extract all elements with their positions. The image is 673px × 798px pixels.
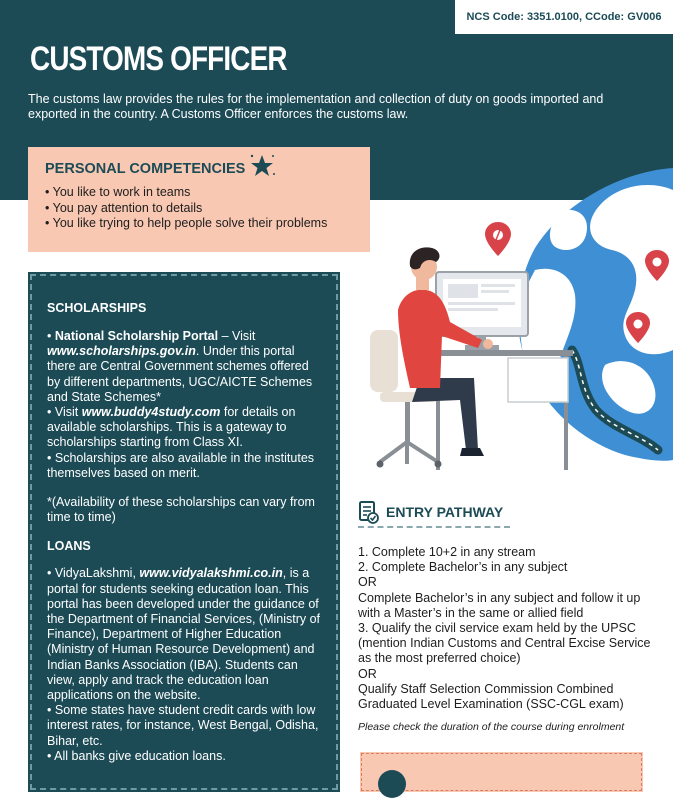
institutes-text: Scholarships are also available in the institutes themselves based on merit. — [47, 450, 315, 480]
nsp-post: . Under this portal there are Central Government schemes offered by different departments, UGC/AICTE Schemes and State Schemes* — [47, 344, 313, 404]
enrolment-note: Please check the duration of the course during enrolment — [358, 721, 625, 734]
loan-states: • Some states have student credit cards with low interest rates, for instance, West Bengal, Odisha, Bihar, etc. — [47, 703, 319, 748]
list-item: • You like trying to help people solve their problems — [45, 216, 354, 232]
globe-graphic — [518, 168, 673, 461]
pathway-line: Qualify Staff Selection Commission Combined Graduated Level Examination (SSC-CGL exam) — [358, 681, 624, 712]
nsp-pre: – Visit — [218, 329, 256, 343]
competencies-heading — [45, 161, 354, 177]
section-icon — [378, 770, 406, 798]
vl-pre: VidyaLakshmi, — [54, 566, 140, 581]
page-title: CUSTOMS OFFICER — [30, 40, 287, 78]
pathway-line: OR — [358, 575, 377, 590]
pathway-line: Complete Bachelor’s in any subject and follow it up with a Master’s in the same or allied field — [358, 590, 641, 620]
loan-vidyalakshmi: • VidyaLakshmi, www.vidyalakshmi.co.in, is a portal for students seeking education loan. This portal has been developed under the guidance of the Department of Financial Services, (Ministry of Finance), Department of Higher Education (Ministry of Human Resource Development) and Indian Banks Association (IBA). Students can view, apply and track the education loan applications on the website. — [47, 566, 321, 703]
scholarship-b4s: • Visit www.buddy4study.com for details on available scholarships. This is a gateway to scholarships starting from Class XI. — [47, 405, 296, 450]
nsp-label: National Scholarship Portal — [54, 329, 219, 343]
list-item: • You like to work in teams — [45, 185, 354, 201]
pathway-line: 1. Complete 10+2 in any stream — [358, 545, 536, 559]
scholarship-institutes: • Scholarships are also available in the institutes themselves based on merit. — [47, 450, 315, 480]
pathway-line: OR — [358, 666, 377, 681]
entry-pathway-title: ENTRY PATHWAY — [386, 504, 504, 520]
entry-pathway-steps — [358, 545, 658, 712]
competencies-title: PERSONAL COMPETENCIES — [45, 161, 246, 177]
desk-graphic — [420, 350, 573, 470]
entry-pathway-heading — [358, 500, 658, 524]
b4s-link[interactable]: www.buddy4study.com — [81, 405, 221, 420]
nsp-link[interactable]: www.scholarships.gov.in — [47, 344, 196, 359]
competencies-box — [28, 147, 370, 252]
map-pin-icon — [485, 222, 511, 256]
document-check-icon — [358, 500, 380, 524]
next-section-box — [360, 752, 643, 792]
loans-heading: LOANS — [47, 539, 91, 554]
competencies-list — [45, 185, 354, 232]
b4s-post: for details on available scholarships. This is a gateway to scholarships starting from Class XI. — [47, 405, 296, 450]
officer-illustration — [350, 150, 673, 480]
vl-link[interactable]: www.vidyalakshmi.co.in — [139, 566, 283, 581]
vl-post: , is a portal for students seeking education loan. This portal has been developed under the guidance of the Department of Financial Services, (Ministry of Finance), Department of Higher Education (Ministry of Human Resource Development) and Indian Banks Association (IBA). Students can view, apply and track the education loan applications on the website. — [47, 566, 321, 703]
loan-banks: • All banks give education loans. — [47, 748, 226, 763]
banks-text: All banks give education loans. — [54, 748, 226, 763]
states-text: Some states have student credit cards with low interest rates, for instance, West Bengal, Odisha, Bihar, etc. — [47, 703, 319, 748]
scholarship-nsp: • National Scholarship Portal – Visit www.scholarships.gov.in. Under this portal there are Central Government schemes offered by different departments, UGC/AICTE Schemes and State Schemes* — [47, 329, 313, 404]
ncs-code: NCS Code: 3351.0100, CCode: GV006 — [455, 0, 673, 34]
list-item: • You pay attention to details — [45, 201, 354, 217]
intro-text: The customs law provides the rules for the implementation and collection of duty on goods imported and exported in the country. A Customs Officer enforces the customs law. — [28, 92, 604, 121]
scholarship-footnote: *(Availability of these scholarships can vary from time to time) — [47, 495, 315, 525]
divider — [358, 526, 510, 528]
star-icon — [249, 153, 275, 177]
pathway-line: 3. Qualify the civil service exam held by the UPSC (mention Indian Customs and Central Excise Service as the most preferred choice) — [358, 621, 651, 666]
entry-pathway-section — [358, 500, 658, 733]
pathway-line: 2. Complete Bachelor’s in any subject — [358, 560, 568, 575]
b4s-pre: Visit — [54, 405, 82, 420]
scholarships-heading: SCHOLARSHIPS — [47, 301, 147, 315]
funding-panel — [28, 272, 340, 792]
